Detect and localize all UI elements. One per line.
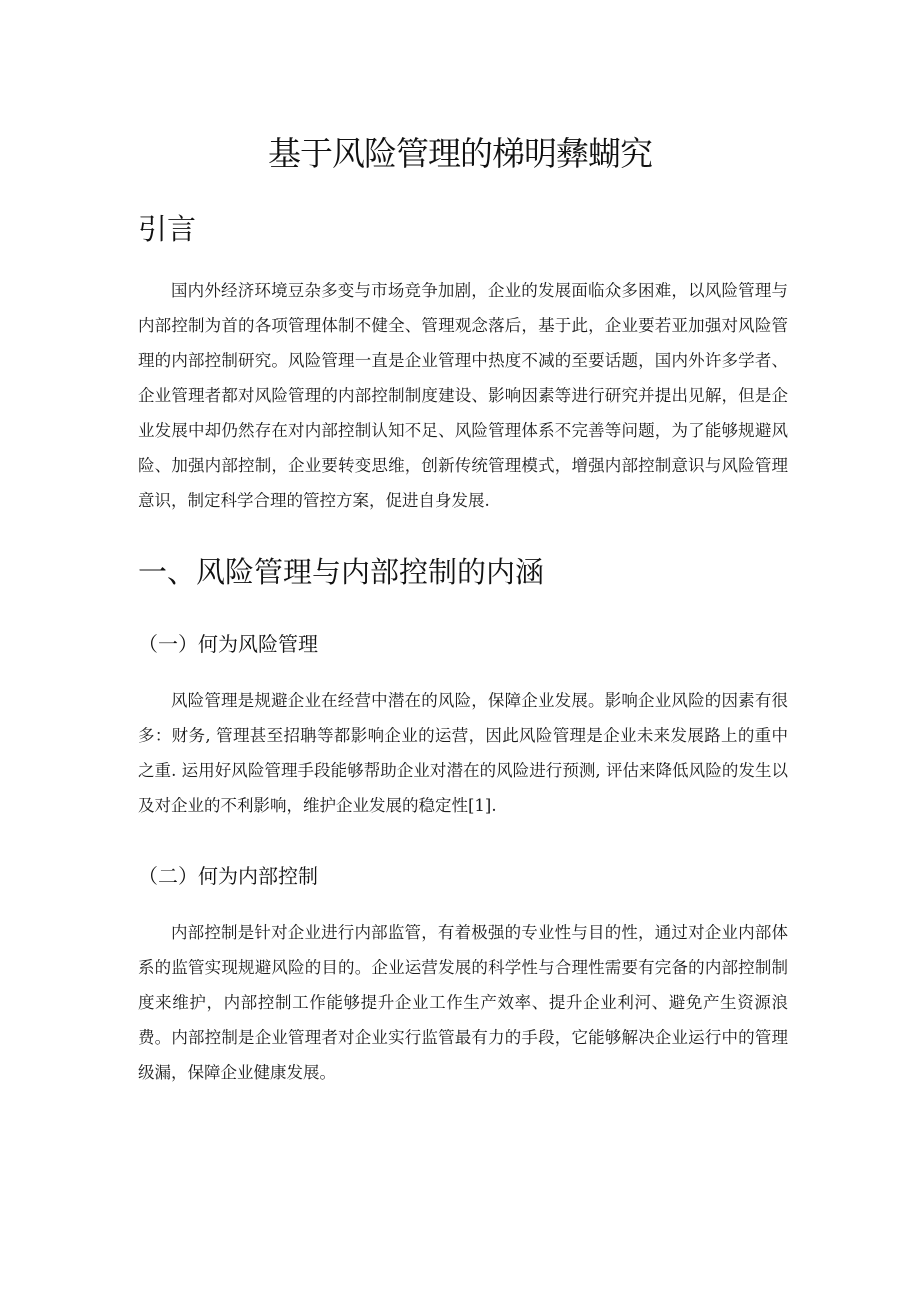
- intro-heading: 引言: [138, 212, 197, 246]
- subsection-2-heading: （二）何为内部控制: [138, 864, 318, 888]
- subsection-1-heading: （一）何为风险管理: [138, 632, 318, 656]
- document-title: 基于风险管理的梯明彝蝴究: [268, 134, 652, 173]
- subsection-1-paragraph: 风险管理是规避企业在经营中潜在的风险，保障企业发展。影响企业风险的因素有很多：财务, 管理甚至招聃等都影响企业的运营，因此风险管理是企业未来发展路上的重中之重. 运用好风险管理手段能够帮助企业对潜在的风险进行预测, 评估来降低风险的发生以及对企业的不利影响，维护企业发展的稳定性[1].: [138, 691, 788, 815]
- subsection-2-paragraph: 内部控制是针对企业进行内部监管，有着极强的专业性与目的性，通过对企业内部体系的监管实现规避风险的目的。企业运营发展的科学性与合理性需要有完备的内部控制制度来维护，内部控制工作能够提升企业工作生产效率、提升企业利河、避免产生资源浪费。内部控制是企业管理者对企业实行监管最有力的手段，它能够解决企业运行中的管理级漏，保障企业健康发展。: [138, 923, 788, 1082]
- section-1-heading: 一、风险管理与内部控制的内涵: [138, 555, 545, 589]
- intro-paragraph: 国内外经济环境豆杂多变与市场竞争加剧，企业的发展面临众多困难，以风险管理与内部控制为首的各项管理体制不健全、管理观念落后，基于此，企业要若亚加强对风险管理的内部控制研究。风险管理一直是企业管理中热度不减的至要话题，国内外许多学者、企业管理者都对风险管理的内部控制制度建设、影响因素等进行研究并提出见解，但是企业发展中却仍然存在对内部控制认知不足、风险管理体系不完善等问题，为了能够规避风险、加强内部控制，企业要转变思维，创新传统管理模式，增强内部控制意识与风险管理意识，制定科学合理的管控方案，促进自身发展.: [138, 281, 788, 510]
